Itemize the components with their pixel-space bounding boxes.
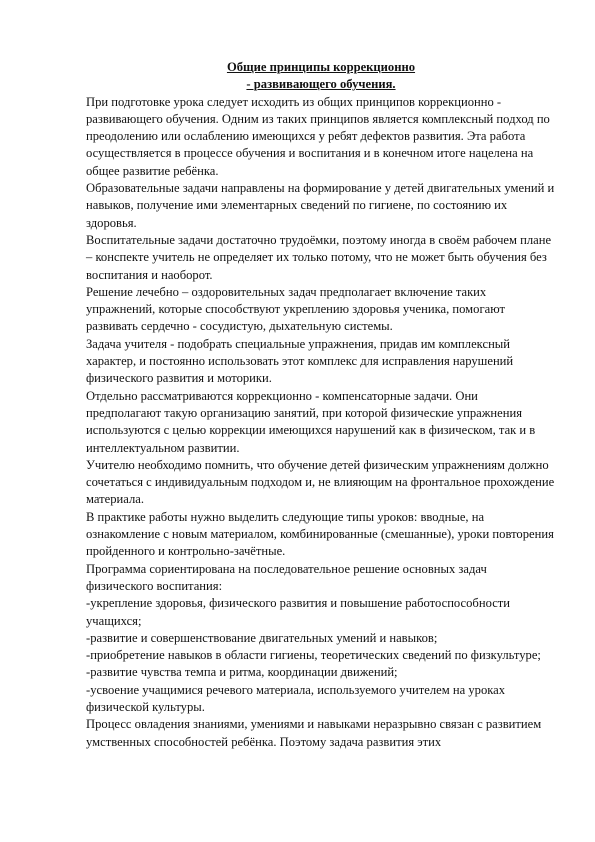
document-title-line-1: Общие принципы коррекционно <box>226 60 416 74</box>
document-body <box>86 59 556 751</box>
list-item-rhythm: -развитие чувства темпа и ритма, координации движений; <box>86 665 398 680</box>
list-item-health: -укрепление здоровья, физического развития и повышение работоспособности учащихся; <box>86 596 511 628</box>
paragraph-upbringing-tasks: Воспитательные задачи достаточно трудоёмки, поэтому иногда в своём рабочем плане – конспекте учитель не определяет их только потому, что не может быть обучения без воспитания и наоборот. <box>86 232 552 282</box>
paragraph-lesson-types: В практике работы нужно выделить следующие типы уроков: вводные, на ознакомление с новым материалом, комбинированные (смешанные), уроки повторения пройденного и контрольно-зачётные. <box>86 509 554 559</box>
paragraph-educational-tasks: Образовательные задачи направлены на формирование у детей двигательных умений и навыков, получение ими элементарных сведений по гигиене, по состоянию их здоровья. <box>86 181 555 230</box>
document-title-line-2: - развивающего обучения. <box>246 77 396 92</box>
list-item-motor-skills: -развитие и совершенствование двигательных умений и навыков; <box>86 630 438 645</box>
paragraph-mental-development: Процесс овладения знаниями, умениями и навыками неразрывно связан с развитием умственных способностей ребёнка. Поэтому задача развития этих <box>86 717 542 749</box>
paragraph-intro: При подготовке урока следует исходить из общих принципов коррекционно - развивающего обучения. Одним из таких принципов является комплексный подход по преодолению или ослаблению имеющихся у ребят дефектов развития. Эта работа осуществляется в процессе обучения и воспитания и в конечном итоге нацелена на общее развитие ребёнка. <box>86 94 550 178</box>
paragraph-health-tasks: Решение лечебно – оздоровительных задач предполагает включение таких упражнений, которые способствуют укреплению здоровья ученика, помогают развивать сердечно - сосудистую, дыхательную системы. <box>86 284 505 334</box>
paragraph-teacher-task: Задача учителя - подобрать специальные упражнения, придав им комплексный характер, и постоянно использовать этот комплекс для исправления нарушений физического развития и моторики. <box>86 336 514 386</box>
list-item-speech: -усвоение учащимися речевого материала, используемого учителем на уроках физической культуры. <box>86 682 506 714</box>
list-item-hygiene: -приобретение навыков в области гигиены, теоретических сведений по физкультуре; <box>86 648 541 663</box>
paragraph-program-tasks: Программа сориентирована на последовательное решение основных задач физического воспитания: <box>86 561 487 593</box>
paragraph-correction-tasks: Отдельно рассматриваются коррекционно - компенсаторные задачи. Они предполагают такую организацию занятий, при которой физические упражнения используются с целью коррекции имеющихся нарушений как в физическом, так и в интеллектуальном развитии. <box>86 388 536 455</box>
paragraph-individual-approach: Учителю необходимо помнить, что обучение детей физическим упражнениям должно сочетаться с индивидуальным подходом и, не влияющим на фронтальное прохождение материала. <box>86 457 555 507</box>
